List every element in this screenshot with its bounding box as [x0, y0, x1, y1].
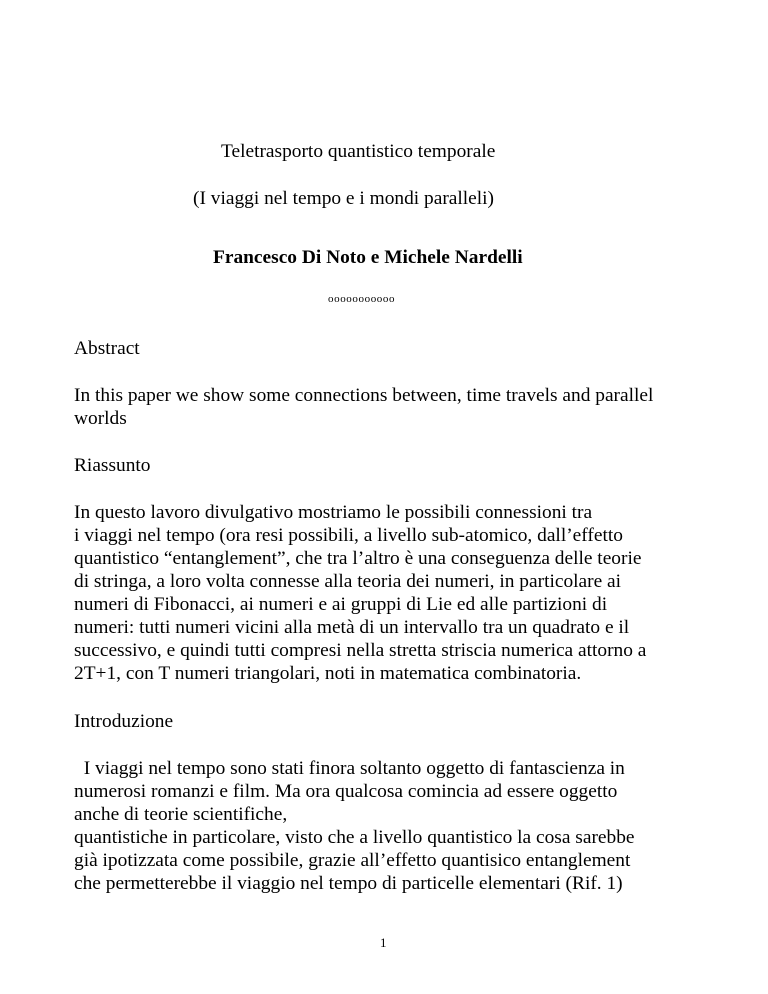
riassunto-line: successivo, e quindi tutti compresi nella stretta striscia numerica attorno a	[74, 640, 647, 661]
riassunto-line: di stringa, a loro volta connesse alla teoria dei numeri, in particolare ai	[74, 571, 622, 592]
introduzione-line: già ipotizzata come possibile, grazie all’effetto quantisico entanglement	[74, 850, 631, 871]
introduzione-line: I viaggi nel tempo sono stati finora soltanto oggetto di fantascienza in	[74, 758, 625, 779]
riassunto-line: i viaggi nel tempo (ora resi possibili, a livello sub-atomico, dall’effetto	[74, 525, 623, 546]
riassunto-line: 2T+1, con T numeri triangolari, noti in matematica combinatoria.	[74, 663, 582, 684]
riassunto-line: In questo lavoro divulgativo mostriamo le possibili connessioni tra	[74, 502, 593, 523]
introduzione-line: numerosi romanzi e film. Ma ora qualcosa comincia ad essere oggetto	[74, 781, 618, 802]
abstract-line: In this paper we show some connections between, time travels and parallel	[74, 385, 654, 406]
riassunto-line: numeri: tutti numeri vicini alla metà di un intervallo tra un quadrato e il	[74, 617, 630, 638]
document-title: Teletrasporto quantistico temporale	[221, 141, 496, 162]
abstract-line: worlds	[74, 408, 127, 429]
separator: ooooooooooo	[328, 293, 396, 305]
introduzione-line: che permetterebbe il viaggio nel tempo di particelle elementari (Rif. 1)	[74, 873, 623, 894]
introduzione-line: anche di teorie scientifiche,	[74, 804, 288, 825]
abstract-body	[74, 384, 714, 430]
riassunto-heading: Riassunto	[74, 455, 151, 476]
abstract-heading: Abstract	[74, 338, 140, 359]
page-number: 1	[380, 935, 387, 950]
introduzione-body	[74, 757, 714, 895]
introduzione-line: quantistiche in particolare, visto che a livello quantistico la cosa sarebbe	[74, 827, 635, 848]
document-subtitle: (I viaggi nel tempo e i mondi paralleli)	[193, 188, 494, 209]
riassunto-line: numeri di Fibonacci, ai numeri e ai gruppi di Lie ed alle partizioni di	[74, 594, 608, 615]
riassunto-body	[74, 501, 714, 685]
riassunto-line: quantistico “entanglement”, che tra l’altro è una conseguenza delle teorie	[74, 548, 642, 569]
document-authors: Francesco Di Noto e Michele Nardelli	[213, 247, 523, 268]
introduzione-heading: Introduzione	[74, 711, 174, 732]
